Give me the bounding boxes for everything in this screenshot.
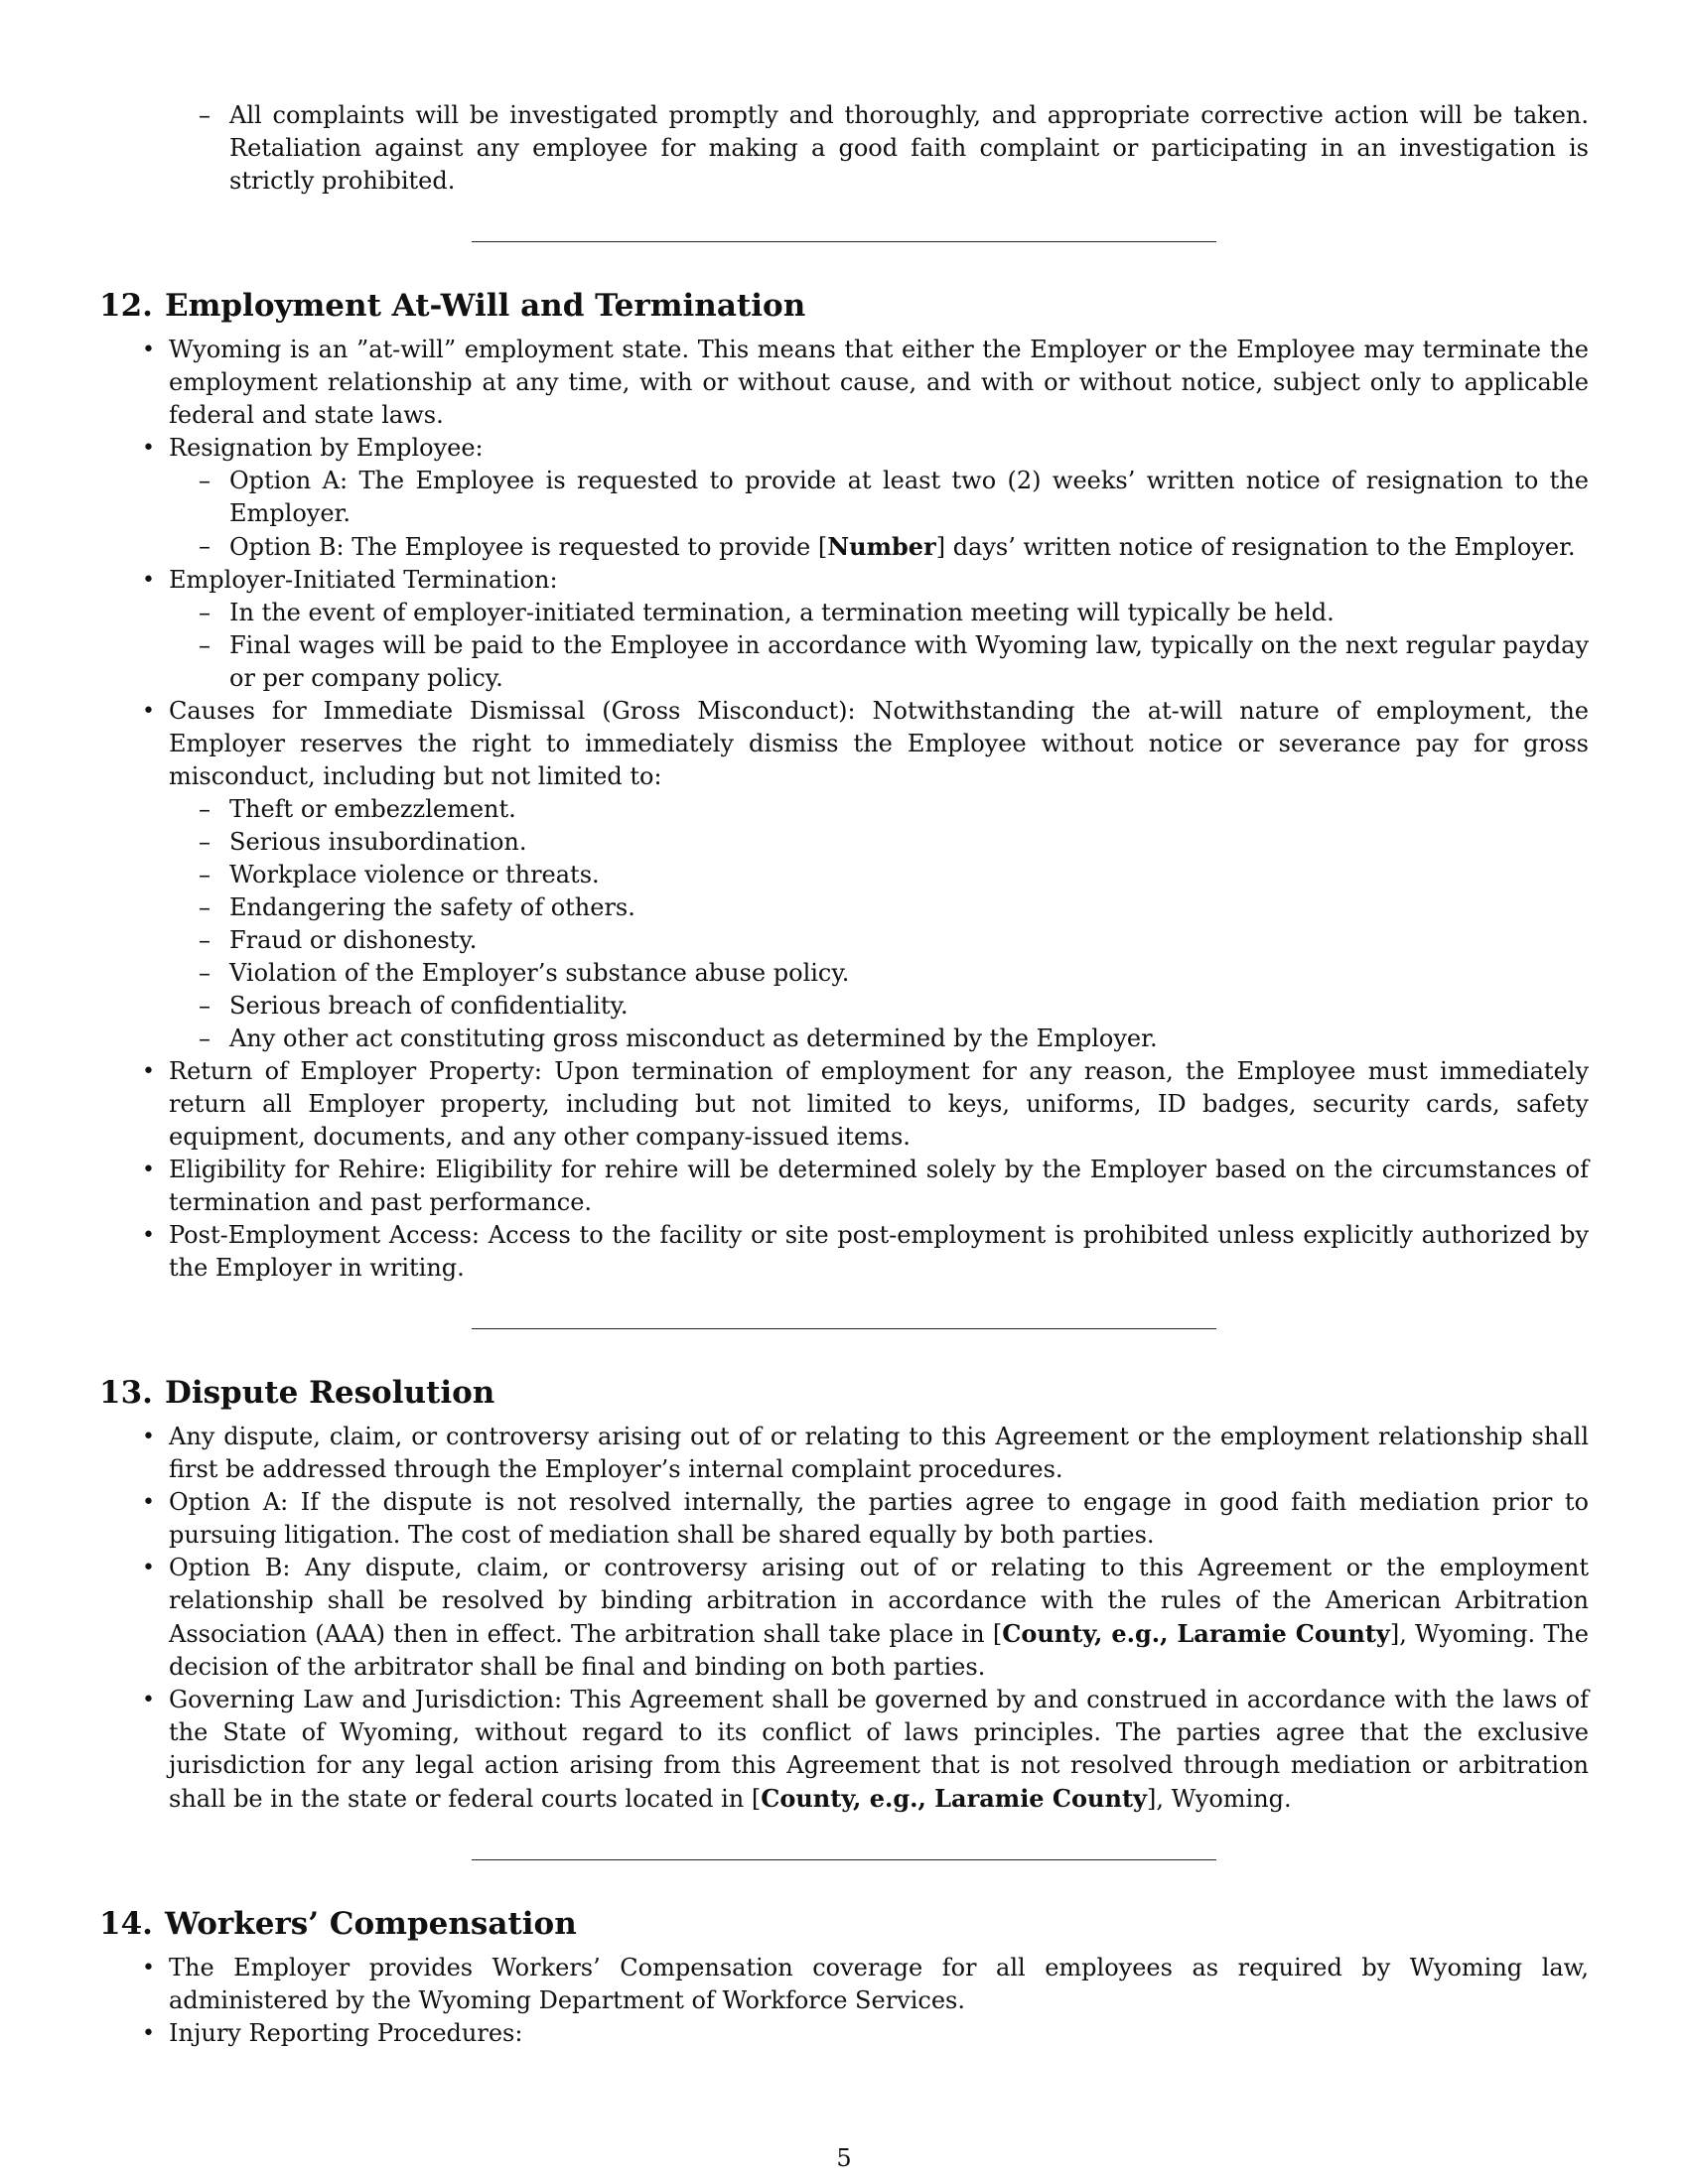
list-item — [169, 432, 1589, 564]
list-item: • Governing Law and Jurisdiction: This Agreement shall be governed by and construed in accordance with the laws of the State of Wyoming, without regard to its conflict of laws principles. The parties agree that the exclusive jurisdiction for any legal action arising from this Agreement that is not resolved through mediation or arbitration shall be in the state or federal courts located in [County, e.g., Laramie County], Wyoming. — [169, 1684, 1589, 1816]
sub-list-item: – Workplace violence or threats. — [229, 859, 1589, 891]
section-number: 13. — [99, 1375, 153, 1411]
document-page — [99, 99, 1589, 2050]
section-number: 12. — [99, 288, 153, 324]
list-item: • Post-Employment Access: Access to the facility or site post-employment is prohibited unless explicitly authorized by the Employer in writing. — [169, 1219, 1589, 1285]
sub-list-item: – Any other act constituting gross misconduct as determined by the Employer. — [229, 1023, 1589, 1055]
list-item-text: Causes for Immediate Dismissal (Gross Misconduct): Notwithstanding the at-will nature of employment, the Employer reserves the right to immediately dismiss the Employee without notice or severance pay for gross misconduct, including but not limited to: — [169, 697, 1589, 790]
section-number: 14. — [99, 1906, 153, 1942]
section-12-list — [99, 334, 1589, 1285]
section-13-list — [99, 1421, 1589, 1816]
placeholder-field: Number — [827, 532, 936, 561]
placeholder-field: County, e.g., Laramie County — [1002, 1619, 1390, 1648]
section-14-list — [99, 1952, 1589, 2050]
sub-list-item: – Serious breach of confidentiality. — [229, 990, 1589, 1023]
sub-list-item: – Final wages will be paid to the Employee in accordance with Wyoming law, typically on the next regular payday or per company policy. — [229, 629, 1589, 695]
placeholder-field: County, e.g., Laramie County — [761, 1784, 1147, 1813]
section-heading-12 — [99, 286, 1589, 326]
list-item: • Injury Reporting Procedures: — [169, 2017, 1589, 2050]
sub-list — [169, 793, 1589, 1055]
sub-list-item: – Option B: The Employee is requested to provide [Number] days’ written notice of resignation to the Employer. — [229, 530, 1589, 564]
section-heading-14 — [99, 1904, 1589, 1944]
sub-list — [169, 465, 1589, 564]
sub-list-item: – Option A: The Employee is requested to provide at least two (2) weeks’ written notice of resignation to the Employer. — [229, 465, 1589, 530]
section-title: Workers’ Compensation — [164, 1906, 577, 1942]
section-heading-13 — [99, 1373, 1589, 1413]
section-title: Employment At-Will and Termination — [164, 288, 806, 324]
list-item: • The Employer provides Workers’ Compensation coverage for all employees as required by Wyoming law, administered by the Wyoming Department of Workforce Services. — [169, 1952, 1589, 2017]
list-item — [169, 695, 1589, 1055]
list-item-label: Employer-Initiated Termination: — [169, 566, 558, 594]
list-item: • Option B: Any dispute, claim, or controversy arising out of or relating to this Agreement or the employment relationship shall be resolved by binding arbitration in accordance with the rules of the American Arbitration Association (AAA) then in effect. The arbitration shall take place in [County, e.g., Laramie County], Wyoming. The decision of the arbitrator shall be final and binding on both parties. — [169, 1552, 1589, 1684]
list-item: – All complaints will be investigated promptly and thoroughly, and appropriate corrective action will be taken. Retaliation against any employee for making a good faith complaint or participating in an investigation is strictly prohibited. — [229, 99, 1589, 198]
sub-list-item: – In the event of employer-initiated termination, a termination meeting will typically be held. — [229, 597, 1589, 629]
section-divider — [472, 1328, 1216, 1329]
sub-list-item: – Endangering the safety of others. — [229, 891, 1589, 924]
list-item: • Eligibility for Rehire: Eligibility for rehire will be determined solely by the Employer based on the circumstances of termination and past performance. — [169, 1154, 1589, 1219]
section-divider — [472, 1859, 1216, 1860]
sub-list-item: – Theft or embezzlement. — [229, 793, 1589, 826]
list-item: • Wyoming is an ”at-will” employment state. This means that either the Employer or the Employee may terminate the employment relationship at any time, with or without cause, and with or without notice, subject only to applicable federal and state laws. — [169, 334, 1589, 432]
sub-list — [169, 597, 1589, 695]
sub-list-item: – Fraud or dishonesty. — [229, 924, 1589, 957]
sub-list-item: – Serious insubordination. — [229, 826, 1589, 859]
section-divider — [472, 241, 1216, 242]
section-title: Dispute Resolution — [164, 1375, 495, 1411]
list-item: • Return of Employer Property: Upon termination of employment for any reason, the Employee must immediately return all Employer property, including but not limited to keys, uniforms, ID badges, security cards, safety equipment, documents, and any other company-issued items. — [169, 1055, 1589, 1154]
page-number: 5 — [836, 2144, 852, 2172]
list-item: • Option A: If the dispute is not resolved internally, the parties agree to engage in good faith mediation prior to pursuing litigation. The cost of mediation shall be shared equally by both parties. — [169, 1486, 1589, 1552]
sub-list-item: – Violation of the Employer’s substance abuse policy. — [229, 957, 1589, 990]
list-item — [169, 564, 1589, 695]
list-item-label: Resignation by Employee: — [169, 434, 484, 462]
list-item: • Any dispute, claim, or controversy arising out of or relating to this Agreement or the employment relationship shall first be addressed through the Employer’s internal complaint procedures. — [169, 1421, 1589, 1486]
continued-list — [99, 99, 1589, 198]
